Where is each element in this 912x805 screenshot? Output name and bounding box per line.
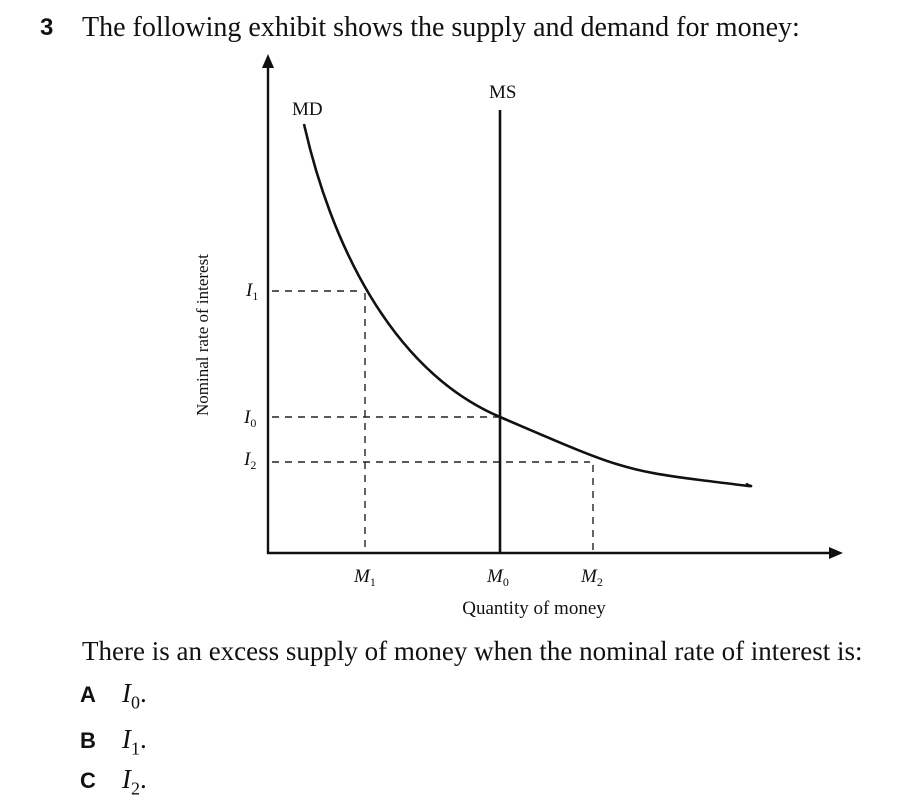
option-c-letter: C — [80, 768, 96, 793]
question-stem: The following exhibit shows the supply and demand for money: — [82, 12, 800, 43]
y-axis-arrow — [262, 54, 274, 68]
question-prompt: There is an excess supply of money when the nominal rate of interest is: — [82, 636, 863, 666]
option-a-text: $I_0$. — [122, 678, 147, 713]
y-axis-title: Nominal rate of interest — [193, 254, 212, 416]
option-b-letter: B — [80, 728, 96, 753]
md-label: MD — [292, 99, 323, 120]
option-a-letter: A — [80, 682, 96, 707]
y-tick-i1: $I_1$ — [246, 280, 259, 303]
md-curve — [304, 124, 751, 486]
x-axis-arrow — [829, 547, 843, 559]
question-number: 3 — [40, 14, 54, 41]
x-tick-m0: $M_0$ — [487, 566, 509, 589]
option-b-text: $I_1$. — [122, 724, 147, 759]
x-tick-m1: $M_1$ — [354, 566, 376, 589]
y-tick-i0: $I_0$ — [244, 407, 257, 430]
ms-label: MS — [489, 82, 517, 103]
y-tick-i2: $I_2$ — [244, 449, 257, 472]
option-c-text: $I_2$. — [122, 764, 147, 799]
x-axis-title: Quantity of money — [462, 598, 606, 619]
x-tick-m2: $M_2$ — [581, 566, 603, 589]
